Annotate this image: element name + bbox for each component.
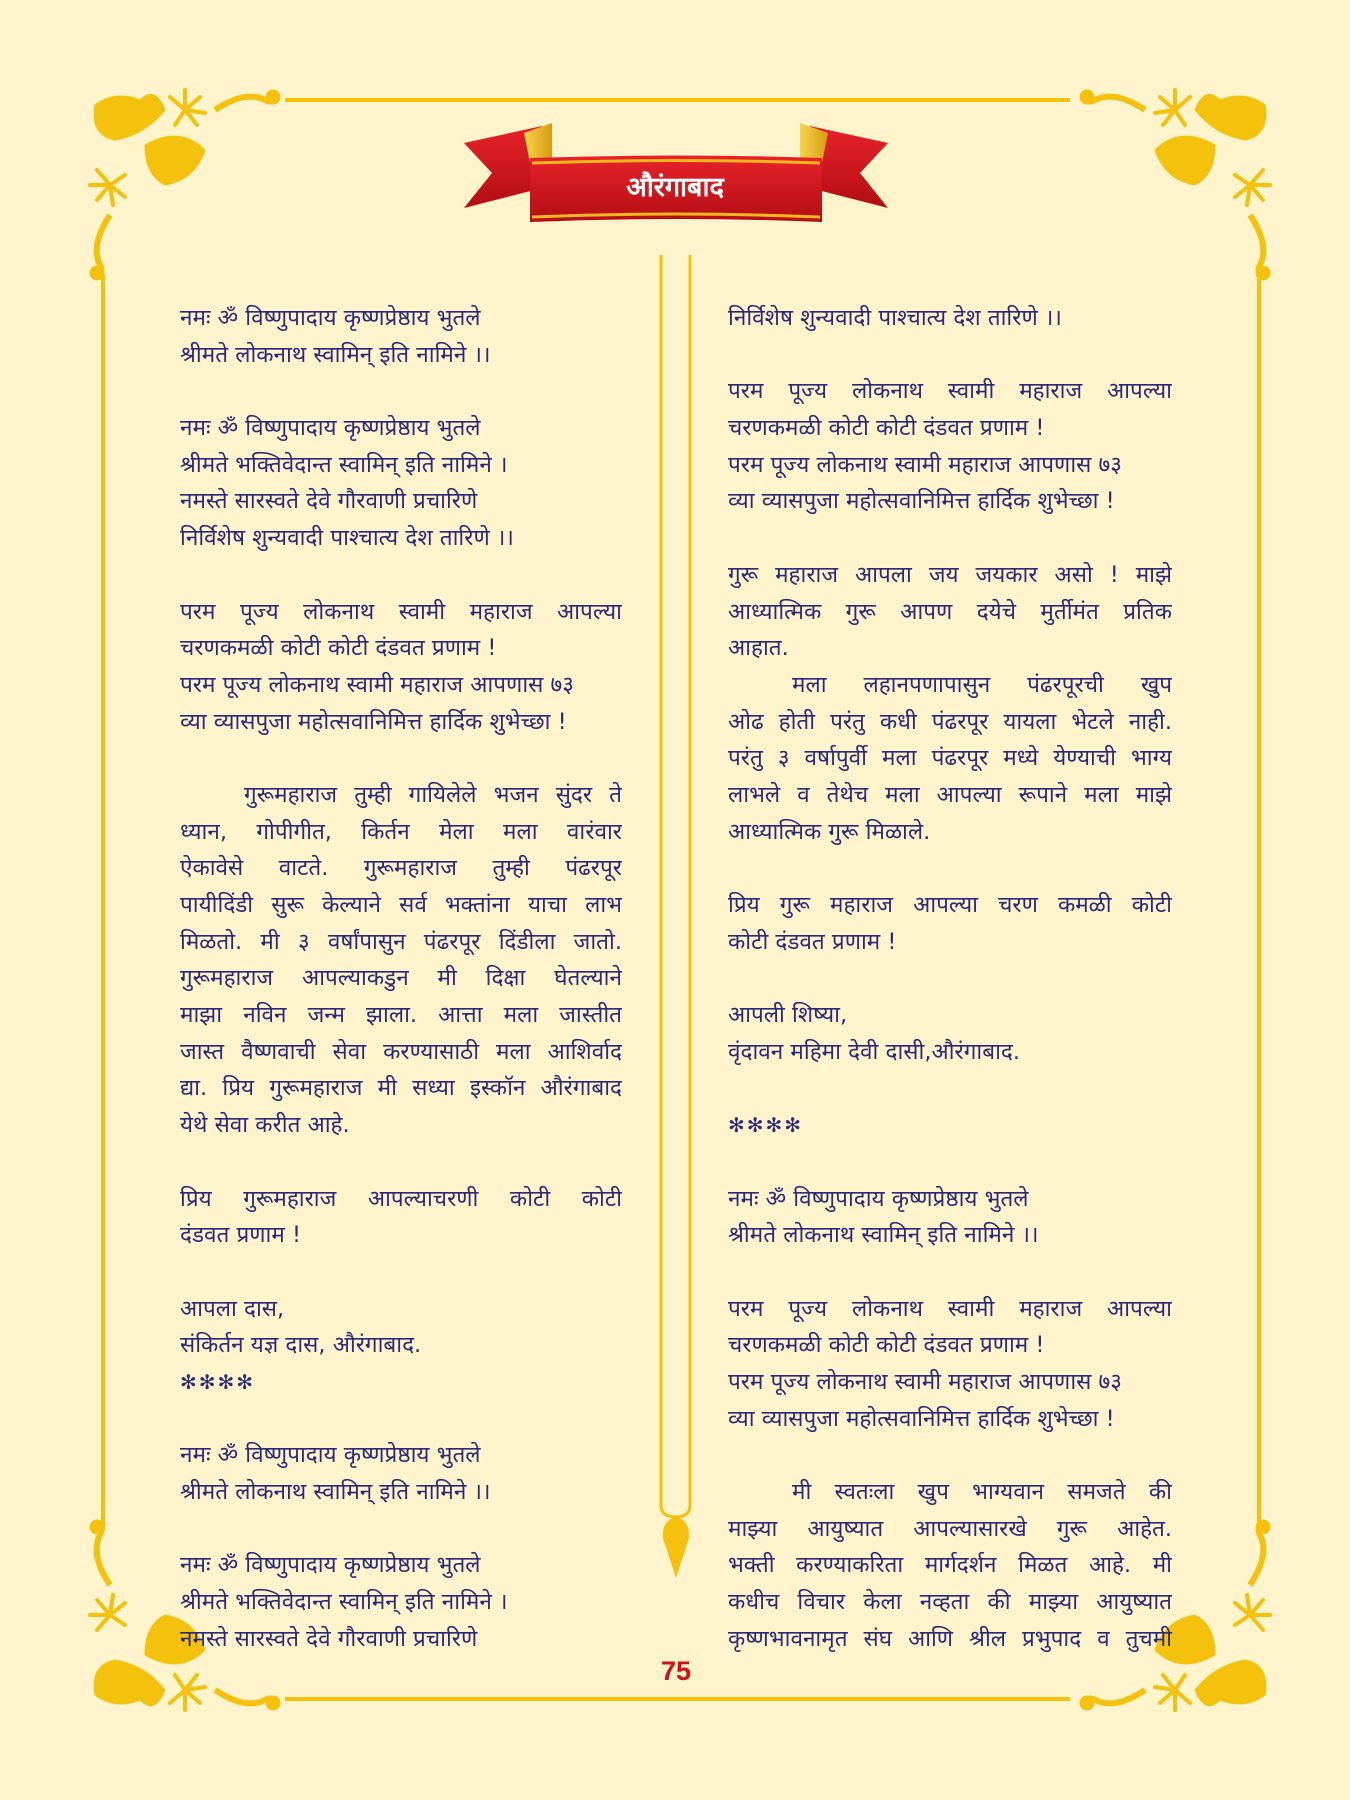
text-line: गुरूमहाराज आपल्याकडुन मी दिक्षा घेतल्याने (180, 965, 622, 992)
blank-line (728, 1254, 1172, 1291)
text-line: प्रिय गुरू महाराज आपल्या चरण कमळी कोटी (728, 892, 1172, 918)
blank-line (180, 1144, 622, 1181)
text-line: श्रीमते लोकनाथ स्वामिन् इति नामिने ।। (180, 341, 491, 368)
text-line: व्या व्यासपुजा महोत्सवानिमित्त हार्दिक शुभेच्छा ! (180, 708, 567, 735)
frame-left-line (101, 275, 105, 1530)
text-line: परम पूज्य लोकनाथ स्वामी महाराज आपणास ७३ (728, 1368, 1122, 1395)
text-line: आध्यात्मिक गुरू मिळाले. (728, 818, 931, 845)
text-line: परंतु ३ वर्षापुर्वी मला पंढरपूर मध्ये येण्याची भाग्य (728, 745, 1172, 772)
text-line: नमः ॐ विष्णुपादाय कृष्णप्रेष्ठाय भुतले (180, 1442, 481, 1469)
text-line: नमस्ते सारस्वते देवे गौरवाणी प्रचारिणे (180, 1625, 478, 1652)
text-line: दंडवत प्रणाम ! (180, 1222, 301, 1249)
column-divider-ornament (655, 255, 697, 1585)
text-line: श्रीमते लोकनाथ स्वामिन् इति नामिने ।। (180, 1479, 491, 1505)
text-line: चरणकमळी कोटी कोटी दंडवत प्रणाम ! (728, 1332, 1045, 1359)
text-line: निर्विशेष शुन्यवादी पाश्चात्य देश तारिणे ।। (728, 305, 1062, 331)
text-line: व्या व्यासपुजा महोत्सवानिमित्त हार्दिक शुभेच्छा ! (728, 1405, 1115, 1432)
text-line: आध्यात्मिक गुरू आपण दयेचे मुर्तीमंत प्रतिक (728, 598, 1172, 625)
text-line: द्या. प्रिय गुरूमहाराज मी सध्या इस्कॉन औरंगाबाद (180, 1075, 622, 1102)
text-line: आहात. (728, 635, 789, 662)
text-line: परम पूज्य लोकनाथ स्वामी महाराज आपल्या (728, 1295, 1172, 1322)
text-line: ओढ होती परंतु कधी पंढरपूर यायला भेटले नाही. (728, 708, 1172, 735)
blank-line (728, 1070, 1172, 1107)
text-line: वृंदावन महिमा देवी दासी,औरंगाबाद. (728, 1038, 1020, 1065)
blank-line (180, 1254, 622, 1291)
text-line: आपला दास, (180, 1295, 285, 1322)
text-line: नमः ॐ विष्णुपादाय कृष्णप्रेष्ठाय भुतले (180, 1552, 481, 1579)
text-line: श्रीमते भक्तिवेदान्त स्वामिन् इति नामिने । (180, 1589, 508, 1616)
text-line: माझा नविन जन्म झाला. आत्ता मला जास्तीत (180, 1002, 622, 1029)
left-text-column (180, 300, 622, 1657)
frame-bottom-line (285, 1697, 1070, 1701)
text-line: पायीदिंडी सुरू केल्याने सर्व भक्तांना याचा लाभ (180, 892, 622, 918)
frame-top-line (285, 98, 1070, 102)
text-line: ध्यान, गोपीगीत, किर्तन मेला मला वारंवार (180, 818, 622, 845)
page-title: औरंगाबाद (626, 172, 724, 203)
blank-line (728, 850, 1172, 887)
text-line: गुरू महाराज आपला जय जयकार असो ! माझे (728, 561, 1172, 588)
blank-line (728, 337, 1172, 374)
text-line: ऐकावेसे वाटते. गुरूमहाराज तुम्ही पंढरपूर (180, 855, 622, 882)
section-separator-stars: ✻✻✻✻ (728, 1113, 804, 1138)
text-line: नमः ॐ विष्णुपादाय कृष्णप्रेष्ठाय भुतले (180, 415, 481, 442)
text-line: श्रीमते लोकनाथ स्वामिन् इति नामिने ।। (728, 1222, 1039, 1249)
text-line: माझ्या आयुष्यात आपल्यासारखे गुरू आहेत. (728, 1515, 1172, 1542)
text-line: जास्त वैष्णवाची सेवा करण्यासाठी मला आशिर्वाद (180, 1038, 622, 1065)
text-line: निर्विशेष शुन्यवादी पाश्चात्य देश तारिणे ।। (180, 525, 514, 552)
text-line: कृष्णभावनामृत संघ आणि श्रील प्रभुपाद व तुचमी (728, 1625, 1172, 1652)
text-line: लाभले व तेथेच मला आपल्या रूपाने मला माझे (728, 781, 1172, 808)
section-separator-stars: ✻✻✻✻ (180, 1369, 256, 1394)
text-line: नमः ॐ विष्णुपादाय कृष्णप्रेष्ठाय भुतले (180, 305, 481, 331)
corner-ornament-top-right (1075, 85, 1275, 285)
text-line: मिळतो. मी ३ वर्षांपासुन पंढरपूर दिंडीला जातो. (180, 928, 622, 955)
page-number: 75 (660, 1656, 692, 1686)
blank-line (180, 557, 622, 594)
text-line: परम पूज्य लोकनाथ स्वामी महाराज आपणास ७३ (180, 671, 574, 698)
right-text-column (728, 300, 1172, 1657)
text-line: चरणकमळी कोटी कोटी दंडवत प्रणाम ! (180, 635, 497, 662)
blank-line (180, 740, 622, 777)
text-line: चरणकमळी कोटी कोटी दंडवत प्रणाम ! (728, 415, 1045, 442)
text-line: मी स्वतःला खुप भाग्यवान समजते की (792, 1479, 1172, 1505)
text-line: कोटी दंडवत प्रणाम ! (728, 928, 897, 955)
text-line: संकिर्तन यज्ञ दास, औरंगाबाद. (180, 1332, 422, 1359)
text-line: गुरूमहाराज तुम्ही गायिलेले भजन सुंदर ते (244, 781, 622, 808)
blank-line (728, 1437, 1172, 1474)
text-line: व्या व्यासपुजा महोत्सवानिमित्त हार्दिक शुभेच्छा ! (728, 488, 1115, 515)
text-line: नमस्ते सारस्वते देवे गौरवाणी प्रचारिणे (180, 488, 478, 515)
text-line: भक्ती करण्याकरिता मार्गदर्शन मिळत आहे. मी (728, 1552, 1172, 1579)
text-line: कधीच विचार केला नव्हता की माझ्या आयुष्यात (728, 1589, 1172, 1616)
blank-line (180, 1401, 622, 1438)
text-line: येथे सेवा करीत आहे. (180, 1112, 350, 1139)
text-line: आपली शिष्या, (728, 1002, 848, 1029)
text-line: मला लहानपणापासुन पंढरपूरची खुप (792, 671, 1172, 698)
text-line: श्रीमते भक्तिवेदान्त स्वामिन् इति नामिने । (180, 451, 508, 478)
blank-line (180, 373, 622, 410)
blank-line (728, 520, 1172, 557)
corner-ornament-top-left (85, 85, 285, 285)
blank-line (180, 1511, 622, 1548)
blank-line (728, 960, 1172, 997)
text-line: नमः ॐ विष्णुपादाय कृष्णप्रेष्ठाय भुतले (728, 1185, 1029, 1212)
text-line: परम पूज्य लोकनाथ स्वामी महाराज आपणास ७३ (728, 451, 1122, 478)
blank-line (728, 1144, 1172, 1181)
text-line: परम पूज्य लोकनाथ स्वामी महाराज आपल्या (728, 378, 1172, 405)
text-line: प्रिय गुरूमहाराज आपल्याचरणी कोटी कोटी (180, 1185, 622, 1212)
text-line: परम पूज्य लोकनाथ स्वामी महाराज आपल्या (180, 598, 622, 625)
frame-right-line (1257, 275, 1261, 1530)
